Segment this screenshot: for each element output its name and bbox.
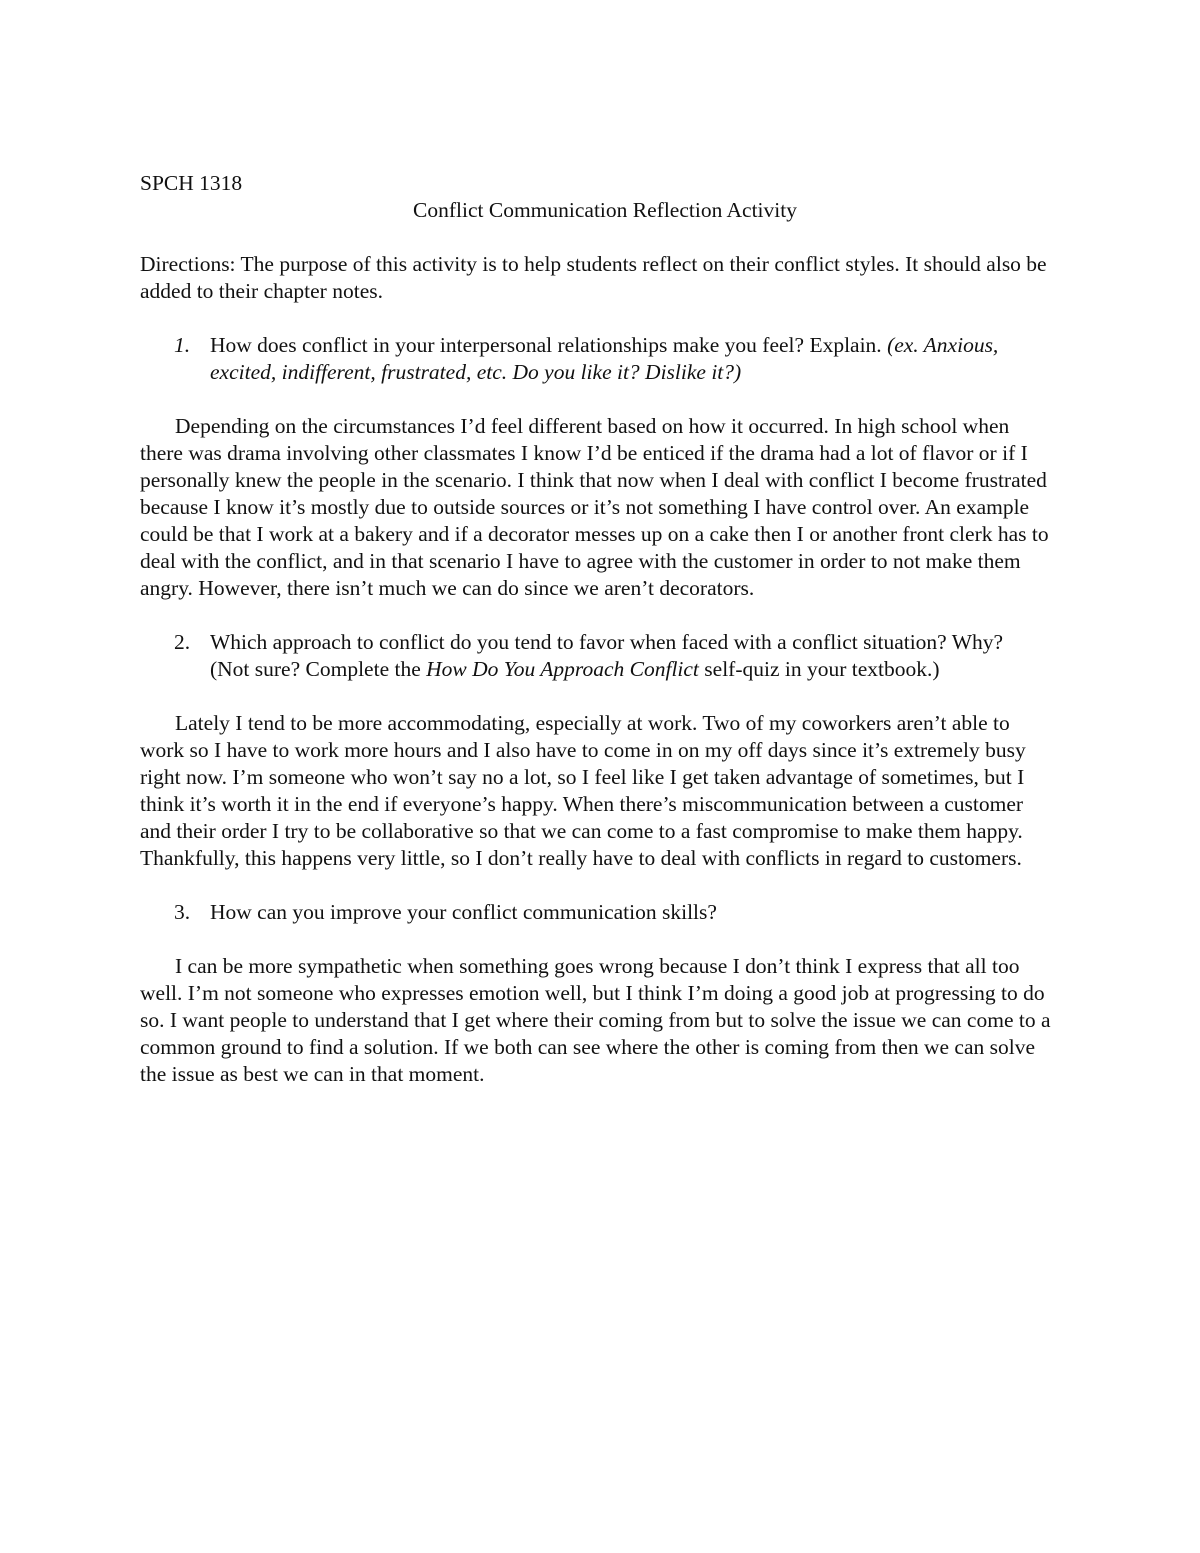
answer-1: Depending on the circumstances I’d feel different based on how it occurred. In high school when there was drama involving other classmates I know I’d be enticed if the drama had a lot of flavor or if I personally knew the people in the scenario. I think that now when I deal with conflict I become frustrated because I know it’s mostly due to outside sources or it’s not something I have control over. An example could be that I work at a bakery and if a decorator messes up on a cake then I or another front clerk has to deal with the conflict, and in that scenario I have to agree with the customer in order to not make them angry. However, there isn’t much we can do since we aren’t decorators. bbox=[140, 414, 1049, 600]
question-number: 1. bbox=[174, 333, 191, 357]
answer-3: I can be more sympathetic when something goes wrong because I don’t think I express that all too well. I’m not someone who expresses emotion well, but I think I’m doing a good job at progressing to do so. I want people to understand that I get where their coming from but to solve the issue we can come to a common ground to find a solution. If we both can see where the other is coming from then we can solve the issue as best we can in that moment. bbox=[140, 954, 1051, 1086]
question-text-end: self-quiz in your textbook.) bbox=[698, 657, 940, 681]
answer-2: Lately I tend to be more accommodating, especially at work. Two of my coworkers aren’t able to work so I have to work more hours and I also have to come in on my off days since it’s extremely busy right now. I’m someone who won’t say no a lot, so I feel like I get taken advantage of sometimes, but I think it’s worth it in the end if everyone’s happy. When there’s miscommunication between a customer and their order I try to be collaborative so that we can come to a fast compromise to make them happy. Thankfully, this happens very little, so I don’t really have to deal with conflicts in regard to customers. bbox=[140, 711, 1026, 870]
question-italic-text: (ex. Anxious, excited, indifferent, frustrated, etc. Do you like it? Dislike it?) bbox=[210, 333, 999, 384]
document-title: Conflict Communication Reflection Activity bbox=[413, 198, 797, 222]
question-text: How can you improve your conflict communication skills? bbox=[210, 900, 717, 924]
question-italic-text: How Do You Approach Conflict bbox=[426, 657, 699, 681]
question-text: Which approach to conflict do you tend to favor when faced with a conflict situation? Why? (Not sure? Complete the bbox=[210, 630, 1004, 681]
question-number: 2. bbox=[174, 630, 191, 654]
course-code: SPCH 1318 bbox=[140, 171, 243, 195]
question-3 bbox=[140, 899, 1060, 926]
question-text: How does conflict in your interpersonal relationships make you feel? Explain. bbox=[210, 333, 888, 357]
question-number: 3. bbox=[174, 900, 191, 924]
question-2 bbox=[140, 629, 1060, 683]
document-page bbox=[140, 170, 1060, 1088]
directions-text: Directions: The purpose of this activity is to help students reflect on their conflict styles. It should also be added to their chapter notes. bbox=[140, 252, 1047, 303]
question-1 bbox=[140, 332, 1060, 386]
